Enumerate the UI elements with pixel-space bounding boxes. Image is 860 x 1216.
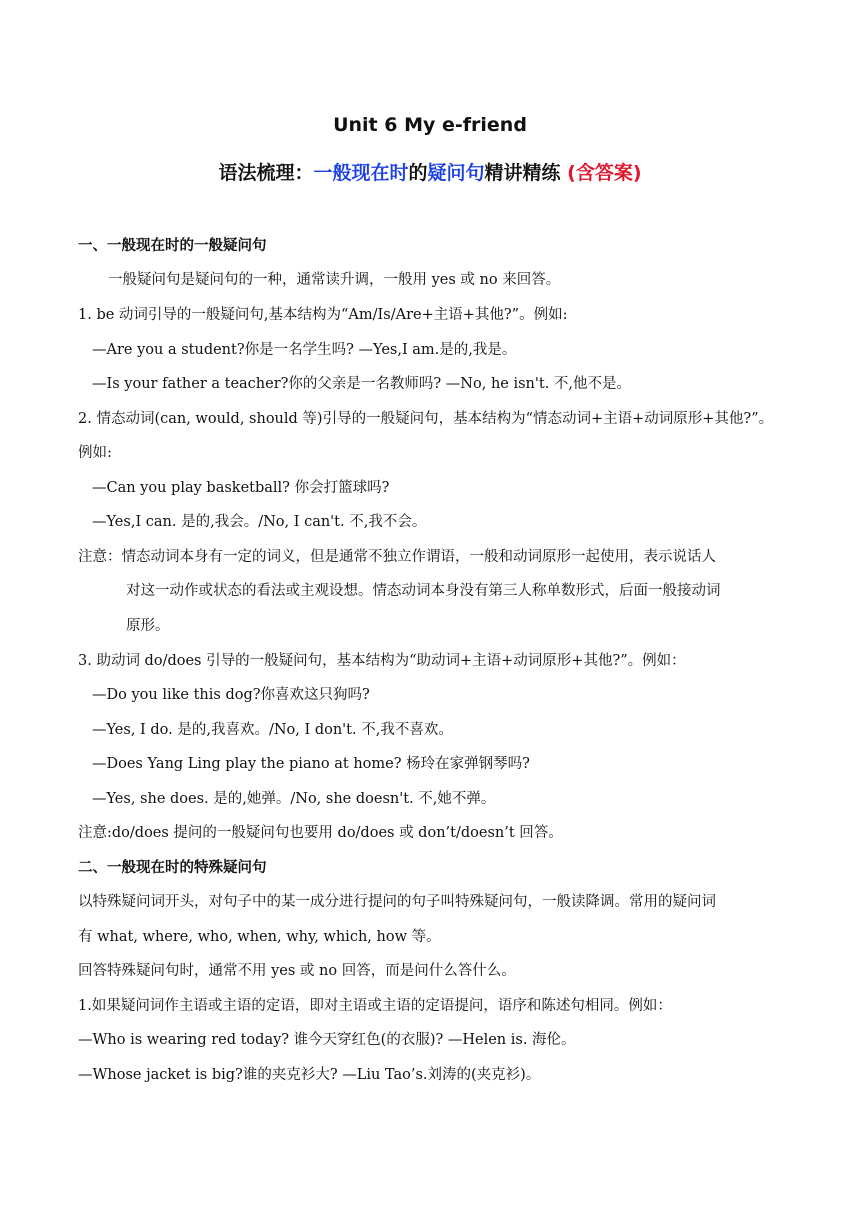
subtitle-part-3: 的 [408, 162, 428, 184]
document-subtitle [0, 158, 860, 185]
example-line: —Can you play basketball? 你会打篮球吗? [92, 480, 390, 496]
example-line: —Do you like this dog?你喜欢这只狗吗? [92, 687, 370, 703]
body-line: 1.如果疑问词作主语或主语的定语，即对主语或主语的定语提问，语序和陈述句相同。例如： [78, 998, 672, 1014]
body-line: 一般疑问句是疑问句的一种，通常读升调，一般用 yes 或 no 来回答。 [108, 272, 561, 288]
note-line: 对这一动作或状态的看法或主观设想。情态动词本身没有第三人称单数形式，后面一般接动词 [126, 583, 721, 599]
note-line: 原形。 [126, 618, 170, 634]
section-heading-1: 一、一般现在时的一般疑问句 [78, 238, 267, 254]
example-line: —Are you a student?你是一名学生吗? —Yes,I am.是的,我是。 [92, 342, 517, 358]
subtitle-part-1: 语法梳理： [218, 162, 314, 184]
body-line: 1. be 动词引导的一般疑问句,基本结构为“Am/Is/Are+主语+其他?”。例如: [78, 307, 568, 323]
body-line: 有 what, where, who, when, why, which, how 等。 [78, 929, 441, 945]
subtitle-part-2: 一般现在时 [313, 162, 409, 184]
example-line: —Whose jacket is big?谁的夹克衫大? —Liu Tao’s.刘涛的(夹克衫)。 [78, 1067, 541, 1083]
subtitle-part-6: (含答案) [567, 162, 642, 184]
body-line: 回答特殊疑问句时，通常不用 yes 或 no 回答，而是问什么答什么。 [78, 963, 516, 979]
example-line: —Who is wearing red today? 谁今天穿红色(的衣服)? —Helen is. 海伦。 [78, 1032, 576, 1048]
note-line: 注意:do/does 提问的一般疑问句也要用 do/does 或 don’t/doesn’t 回答。 [78, 825, 563, 841]
example-line: —Yes, I do. 是的,我喜欢。/No, I don't. 不,我不喜欢。 [92, 722, 453, 738]
document-title: Unit 6 My e-friend [333, 114, 527, 136]
body-line: 以特殊疑问词开头，对句子中的某一成分进行提问的句子叫特殊疑问句，一般读降调。常用的疑问词 [78, 894, 716, 910]
section-heading-2: 二、一般现在时的特殊疑问句 [78, 860, 267, 876]
example-line: —Does Yang Ling play the piano at home? 杨玲在家弹钢琴吗? [92, 756, 530, 772]
subtitle-part-4: 疑问句 [427, 162, 485, 184]
subtitle-part-5: 精讲精练 [484, 162, 561, 184]
example-line: —Yes, she does. 是的,她弹。/No, she doesn't. 不,她不弹。 [92, 791, 496, 807]
body-line: 3. 助动词 do/does 引导的一般疑问句，基本结构为“助动词+主语+动词原形+其他?”。例如： [78, 653, 686, 669]
body-line: 例如: [78, 445, 112, 461]
example-line: —Yes,I can. 是的,我会。/No, I can't. 不,我不会。 [92, 514, 427, 530]
body-line: 2. 情态动词(can, would, should 等)引导的一般疑问句，基本结构为“情态动词+主语+动词原形+其他?”。 [78, 411, 774, 427]
example-line: —Is your father a teacher?你的父亲是一名教师吗? —No, he isn't. 不,他不是。 [92, 376, 632, 392]
note-line: 注意：情态动词本身有一定的词义，但是通常不独立作谓语，一般和动词原形一起使用，表示说话人 [78, 549, 716, 565]
